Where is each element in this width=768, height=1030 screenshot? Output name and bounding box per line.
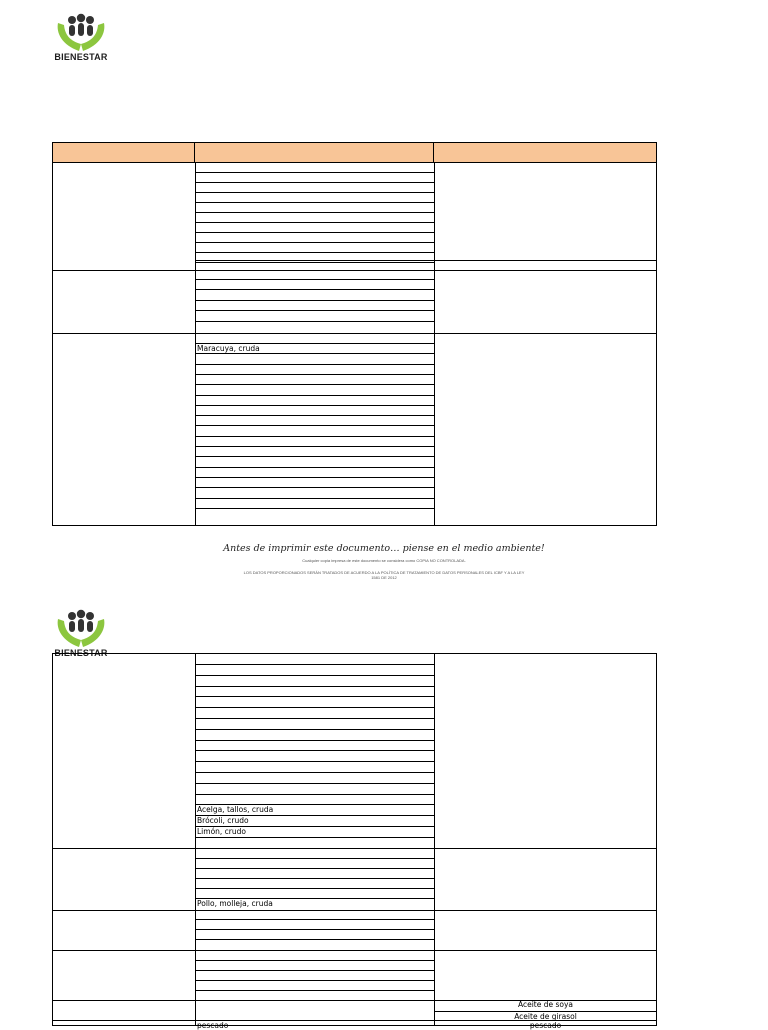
grid-row-line	[195, 878, 435, 879]
grid-row-line	[195, 783, 435, 784]
grid-group-line	[53, 950, 656, 951]
grid-row-line	[195, 374, 435, 375]
grid-row-line	[195, 686, 435, 687]
grid-row-line	[195, 794, 435, 795]
grid-row-line	[195, 939, 435, 940]
grid-row-line	[195, 729, 435, 730]
grid-row-line	[195, 446, 435, 447]
food-cell-text: Limón, crudo	[197, 827, 246, 836]
grid-row-line	[435, 260, 656, 261]
grid-row-line	[195, 321, 435, 322]
food-cell-text: Brócoli, crudo	[197, 816, 249, 825]
grid-row-line	[195, 888, 435, 889]
grid-row-line	[195, 675, 435, 676]
grid-row-line	[195, 718, 435, 719]
grid-row-line	[195, 212, 435, 213]
grid-row-line	[195, 182, 435, 183]
grid-row-line	[195, 252, 435, 253]
grid-row-line	[195, 929, 435, 930]
grid-row-line	[195, 310, 435, 311]
food-cell-text: Aceite de girasol	[514, 1012, 577, 1021]
grid-row-line	[195, 772, 435, 773]
environment-slogan: Antes de imprimir este documento… piense en el medio ambiente!	[223, 543, 545, 554]
grid-row-line	[195, 192, 435, 193]
data-policy-line-1: LOS DATOS PROPORCIONADOS SERÁN TRATADOS DE ACUERDO A LA POLÍTICA DE TRATAMIENTO DE DATOS PERSONALES DEL ICBF Y A LA LEY	[243, 570, 525, 575]
grid-row-line	[195, 353, 435, 354]
grid-row-line	[195, 664, 435, 665]
grid-row-line	[195, 222, 435, 223]
grid-row-line	[195, 262, 435, 263]
data-policy-note	[200, 570, 568, 580]
grid-row-line	[195, 487, 435, 488]
grid-row-line	[195, 837, 435, 838]
table-body	[52, 653, 657, 1030]
grid-row-line	[195, 696, 435, 697]
copy-control-note: Cualquier copia impresa de este documento se considera como COPIA NO CONTROLADA.	[302, 558, 466, 563]
grid-row-line	[195, 990, 435, 991]
bienestar-logo	[52, 13, 110, 65]
grid-row-line	[195, 232, 435, 233]
grid-row-line	[195, 508, 435, 509]
grid-row-line	[195, 300, 435, 301]
grid-row-line	[195, 260, 435, 261]
grid-row-line	[195, 919, 435, 920]
grid-row-line	[195, 761, 435, 762]
grid-row-line	[195, 970, 435, 971]
grid-row-line	[195, 202, 435, 203]
grid-row-line	[195, 415, 435, 416]
grid-row-line	[195, 868, 435, 869]
logo-wordmark: BIENESTAR	[54, 648, 108, 658]
grid-row-line	[195, 456, 435, 457]
food-cell-text: Aceite de soya	[517, 1000, 574, 1009]
food-cell-text: Acelga, tallos, cruda	[197, 805, 274, 814]
grid-row-line	[195, 395, 435, 396]
grid-row-line	[195, 467, 435, 468]
food-cell-text: pescado	[529, 1021, 562, 1030]
food-cell-text: Maracuya, cruda	[197, 344, 260, 353]
grid-row-line	[195, 740, 435, 741]
grid-row-line	[195, 279, 435, 280]
grid-group-line	[53, 270, 656, 271]
family-hands-icon	[52, 609, 110, 649]
grid-row-line	[195, 425, 435, 426]
grid-row-line	[195, 405, 435, 406]
data-policy-line-2: 1581 DE 2012	[371, 575, 397, 580]
grid-row-line	[195, 289, 435, 290]
header-divider	[433, 142, 434, 163]
table-header-row	[52, 142, 657, 163]
grid-group-line	[53, 910, 656, 911]
header-divider	[194, 142, 195, 163]
grid-row-line	[195, 980, 435, 981]
table-body	[52, 162, 657, 526]
grid-row-line	[195, 436, 435, 437]
grid-row-line	[195, 960, 435, 961]
grid-group-line	[53, 333, 656, 334]
food-cell-text: pescado	[197, 1021, 229, 1030]
grid-row-line	[195, 384, 435, 385]
grid-row-line	[195, 242, 435, 243]
grid-row-line	[195, 498, 435, 499]
logo-wordmark: BIENESTAR	[54, 52, 108, 62]
grid-row-line	[195, 364, 435, 365]
grid-row-line	[195, 172, 435, 173]
page-footer	[200, 543, 568, 580]
food-cell-text: Pollo, molleja, cruda	[197, 899, 273, 908]
grid-row-line	[195, 750, 435, 751]
grid-row-line	[195, 477, 435, 478]
family-hands-icon	[52, 13, 110, 53]
grid-row-line	[195, 858, 435, 859]
grid-row-line	[195, 707, 435, 708]
grid-group-line	[53, 848, 656, 849]
